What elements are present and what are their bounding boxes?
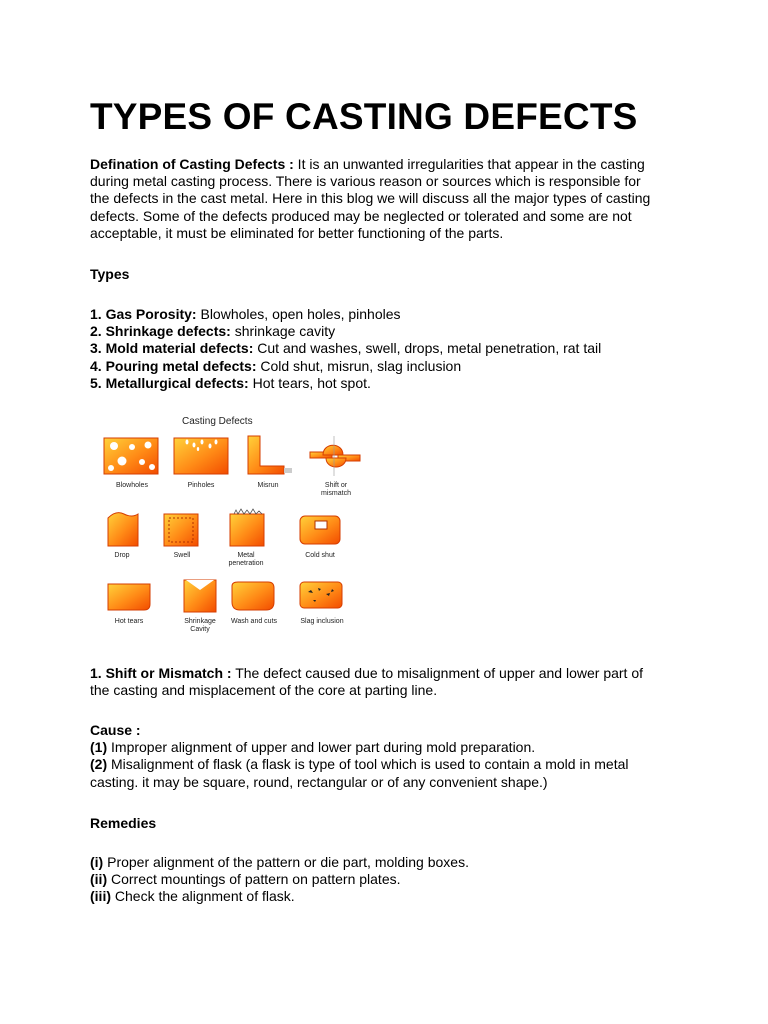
shift-label: 1. Shift or Mismatch : bbox=[90, 665, 232, 681]
shift-illustration bbox=[308, 434, 362, 478]
cold-shut-illustration bbox=[298, 514, 342, 546]
swell-illustration bbox=[162, 512, 200, 548]
pinholes-illustration bbox=[172, 436, 230, 476]
remedy-item: (i) Proper alignment of the pattern or die part, molding boxes. bbox=[90, 854, 469, 870]
cause-section: Cause : (1) Improper alignment of upper and lower part during mold preparation. (2) Misalignment of flask (a flask is type of tool which is used to contain a mold in metal casting. it may be square, round, rectangular or of any convenient shape.) bbox=[90, 722, 680, 791]
definition-paragraph bbox=[90, 156, 680, 242]
page-title: TYPES OF CASTING DEFECTS bbox=[90, 96, 638, 137]
cause-heading: Cause : bbox=[90, 722, 141, 738]
definition-label: Defination of Casting Defects : bbox=[90, 156, 294, 172]
cause-item: (1) Improper alignment of upper and lower part during mold preparation. bbox=[90, 739, 536, 756]
caption-wash-and-cuts: Wash and cuts bbox=[230, 618, 278, 625]
type-item: 3. Mold material defects: Cut and washes, swell, drops, metal penetration, rat tail bbox=[90, 340, 602, 357]
remedies-list bbox=[90, 854, 680, 906]
types-heading: Types bbox=[90, 266, 130, 282]
hot-tears-illustration bbox=[106, 580, 152, 612]
caption-blowholes: Blowholes bbox=[116, 482, 148, 489]
shift-paragraph: 1. Shift or Mismatch : The defect caused due to misalignment of upper and lower part of the casting and misplacement of the core at parting line. bbox=[90, 665, 644, 699]
types-list bbox=[90, 306, 680, 392]
type-item: 5. Metallurgical defects: Hot tears, hot spot. bbox=[90, 374, 371, 391]
metal-penetration-illustration bbox=[228, 508, 266, 548]
casting-defects-figure bbox=[102, 410, 364, 638]
remedy-item: (iii) Check the alignment of flask. bbox=[90, 888, 295, 905]
definition-line-4: defects. Some of the defects produced may be neglected or tolerated and some are not bbox=[90, 207, 632, 224]
caption-shift: Shift or mismatch bbox=[321, 482, 351, 497]
slag-inclusion-illustration bbox=[298, 580, 344, 610]
drop-illustration bbox=[106, 510, 140, 548]
remedies-heading: Remedies bbox=[90, 815, 157, 831]
caption-hot-tears: Hot tears bbox=[114, 618, 144, 625]
cause-item: (2) Misalignment of flask (a flask is type of tool which is used to contain a mold in metal bbox=[90, 756, 629, 773]
misrun-illustration bbox=[244, 434, 294, 478]
definition-line-3: the defects in the cast metal. Here in this blog we will discuss all the major types of casting bbox=[90, 190, 651, 207]
type-item: 4. Pouring metal defects: Cold shut, misrun, slag inclusion bbox=[90, 357, 462, 374]
type-item: 1. Gas Porosity: Blowholes, open holes, pinholes bbox=[90, 306, 401, 322]
wash-and-cuts-illustration bbox=[230, 580, 276, 612]
type-item: 2. Shrinkage defects: shrinkage cavity bbox=[90, 323, 336, 340]
definition-line-2: during metal casting process. There is various reason or sources which is responsible for bbox=[90, 173, 641, 190]
definition-line-5: acceptable, it must be eliminated for better functioning of the parts. bbox=[90, 224, 504, 241]
figure-title: Casting Defects bbox=[182, 416, 253, 427]
caption-misrun: Misrun bbox=[257, 482, 279, 489]
caption-drop: Drop bbox=[114, 552, 130, 559]
caption-metal-penetration: Metal penetration bbox=[228, 552, 264, 567]
caption-shrinkage-cavity: Shrinkage Cavity bbox=[184, 618, 216, 633]
caption-cold-shut: Cold shut bbox=[305, 552, 335, 559]
caption-pinholes: Pinholes bbox=[187, 482, 215, 489]
caption-slag-inclusion: Slag inclusion bbox=[300, 618, 344, 625]
remedy-item: (ii) Correct mountings of pattern on pattern plates. bbox=[90, 871, 401, 888]
caption-swell: Swell bbox=[173, 552, 191, 559]
blowholes-illustration bbox=[102, 436, 160, 476]
definition-line-1: It is an unwanted irregularities that appear in the casting bbox=[293, 156, 645, 172]
shrinkage-cavity-illustration bbox=[182, 576, 218, 614]
